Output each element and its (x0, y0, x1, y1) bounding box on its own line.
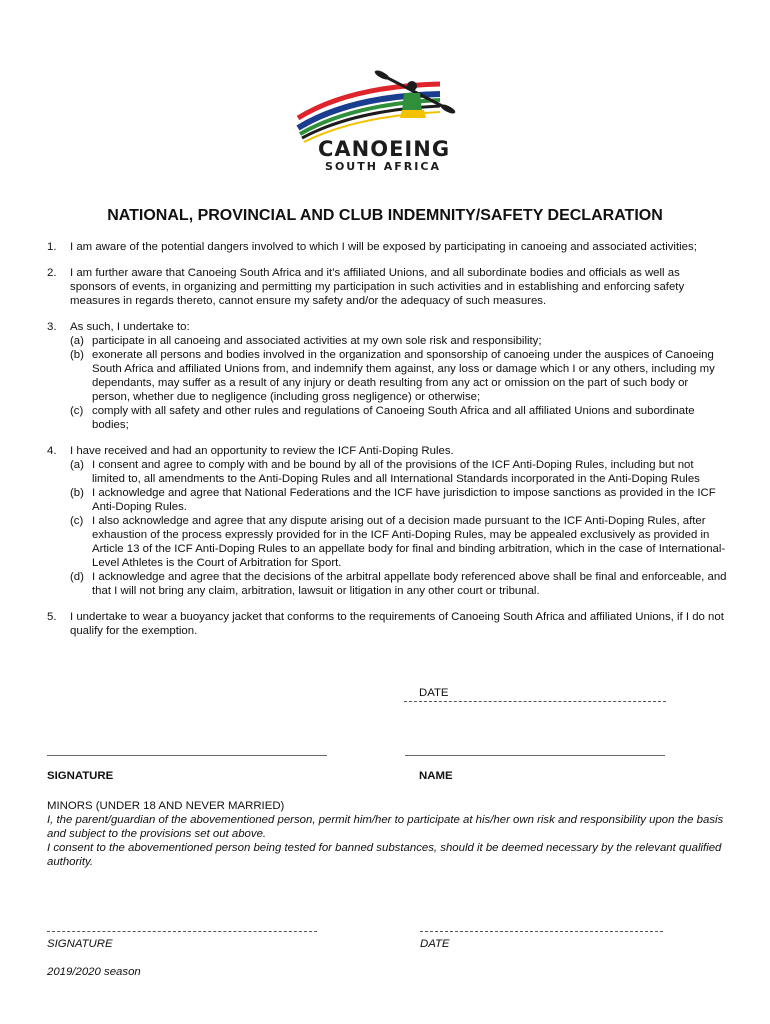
sub-item (70, 348, 727, 404)
item-text: I undertake to wear a buoyancy jacket that conforms to the requirements of Canoeing South Africa and affiliated Unions, if I do not qualify for the exemption. (70, 611, 724, 637)
list-item (47, 240, 727, 254)
signature-field[interactable] (47, 755, 327, 756)
minors-section (47, 799, 727, 869)
sub-item-text: I also acknowledge and agree that any dispute arising out of a decision made pursuant to the ICF Anti-Doping Rules, after exhaustion of the process expressly provided for in the ICF Anti-Doping Rules, may be appealed exclusively as provided in Article 13 of the ICF Anti-Doping Rules to an appellate body for final and binding arbitration, which in the case of International-Level Athletes is the Court of Arbitration for Sport. (92, 515, 726, 569)
sub-item-text: I acknowledge and agree that the decisions of the arbitral appellate body referenced above shall be final and enforceable, and that I will not bring any claim, arbitration, lawsuit or litigation in any other court or tribunal. (92, 571, 727, 597)
sub-item-label: (a) (70, 335, 84, 347)
sub-item-text: exonerate all persons and bodies involved in the organization and sponsorship of canoeing under the auspices of Canoeing South Africa and affiliated Unions from, and indemnify them against, any loss or damage which I or any others, including my dependants, may suffer as a result of any injury or death resulting from any act or omission on the part of such body or person, whether due to negligence (including gross negligence) or otherwise; (92, 349, 715, 403)
page-title: NATIONAL, PROVINCIAL AND CLUB INDEMNITY/SAFETY DECLARATION (107, 207, 663, 224)
item-number: 5. (47, 611, 57, 623)
sub-item-text: participate in all canoeing and associated activities at my own sole risk and responsibility; (92, 335, 542, 347)
logo-subtitle: SOUTH AFRICA (325, 160, 441, 173)
list-item (47, 266, 727, 308)
item-number: 4. (47, 445, 57, 457)
sub-item (70, 458, 727, 486)
item-number: 1. (47, 241, 57, 253)
sub-item (70, 486, 727, 514)
minors-testing-text: I consent to the abovementioned person being tested for banned substances, should it be deemed necessary by the relevant qualified authority. (47, 842, 722, 868)
canoeing-south-africa-logo (290, 66, 460, 178)
date-field[interactable] (404, 701, 666, 702)
signature-label: SIGNATURE (47, 770, 114, 782)
list-item (47, 444, 727, 598)
season-label: 2019/2020 season (47, 966, 141, 978)
logo-wordmark: CANOEING (318, 137, 451, 161)
item-number: 3. (47, 321, 57, 333)
kayaker-flag-icon (290, 66, 460, 146)
sub-item-label: (c) (70, 405, 84, 417)
list-item (47, 320, 727, 432)
sub-item-text: I acknowledge and agree that National Federations and the ICF have jurisdiction to impose sanctions as provided in the ICF Anti-Doping Rules. (92, 487, 716, 513)
item-text: I am further aware that Canoeing South Africa and it’s affiliated Unions, and all subordinate bodies and officials as well as sponsors of events, in organizing and permitting my participation in such activities and in establishing and enforcing safety measures in regards thereto, cannot ensure my safety and/or the adequacy of such measures. (70, 267, 685, 307)
item-text: As such, I undertake to: (70, 321, 190, 333)
guardian-date-field[interactable] (420, 931, 663, 932)
sub-item-label: (b) (70, 487, 84, 499)
name-field[interactable] (405, 755, 665, 756)
list-item (47, 610, 727, 638)
name-label: NAME (419, 770, 453, 782)
sub-item (70, 334, 727, 348)
minors-consent-text: I, the parent/guardian of the abovementioned person, permit him/her to participate at his/her own risk and responsibility upon the basis and subject to the provisions set out above. (47, 814, 724, 840)
sub-item-label: (b) (70, 349, 84, 361)
item-text: I have received and had an opportunity to review the ICF Anti-Doping Rules. (70, 445, 454, 457)
sub-item (70, 404, 727, 432)
sub-item-label: (c) (70, 515, 84, 527)
minors-heading: MINORS (UNDER 18 AND NEVER MARRIED) (47, 800, 285, 812)
sub-item-label: (a) (70, 459, 84, 471)
sub-item (70, 514, 727, 570)
item-text: I am aware of the potential dangers involved to which I will be exposed by participating in canoeing and associated activities; (70, 241, 697, 253)
sub-item-text: comply with all safety and other rules and regulations of Canoeing South Africa and all affiliated Unions and subordinate bodies; (92, 405, 695, 431)
date-label: DATE (419, 687, 449, 699)
sub-item-text: I consent and agree to comply with and be bound by all of the provisions of the ICF Anti-Doping Rules, including but not limited to, all amendments to the Anti-Doping Rules and all International Standards incorporated in the Anti-Doping Rules (92, 459, 700, 485)
guardian-signature-label: SIGNATURE (47, 938, 113, 950)
sub-item-label: (d) (70, 571, 84, 583)
sub-item (70, 570, 727, 598)
guardian-date-label: DATE (420, 938, 450, 950)
item-number: 2. (47, 267, 57, 279)
declaration-list (47, 240, 727, 650)
guardian-signature-field[interactable] (47, 931, 317, 932)
